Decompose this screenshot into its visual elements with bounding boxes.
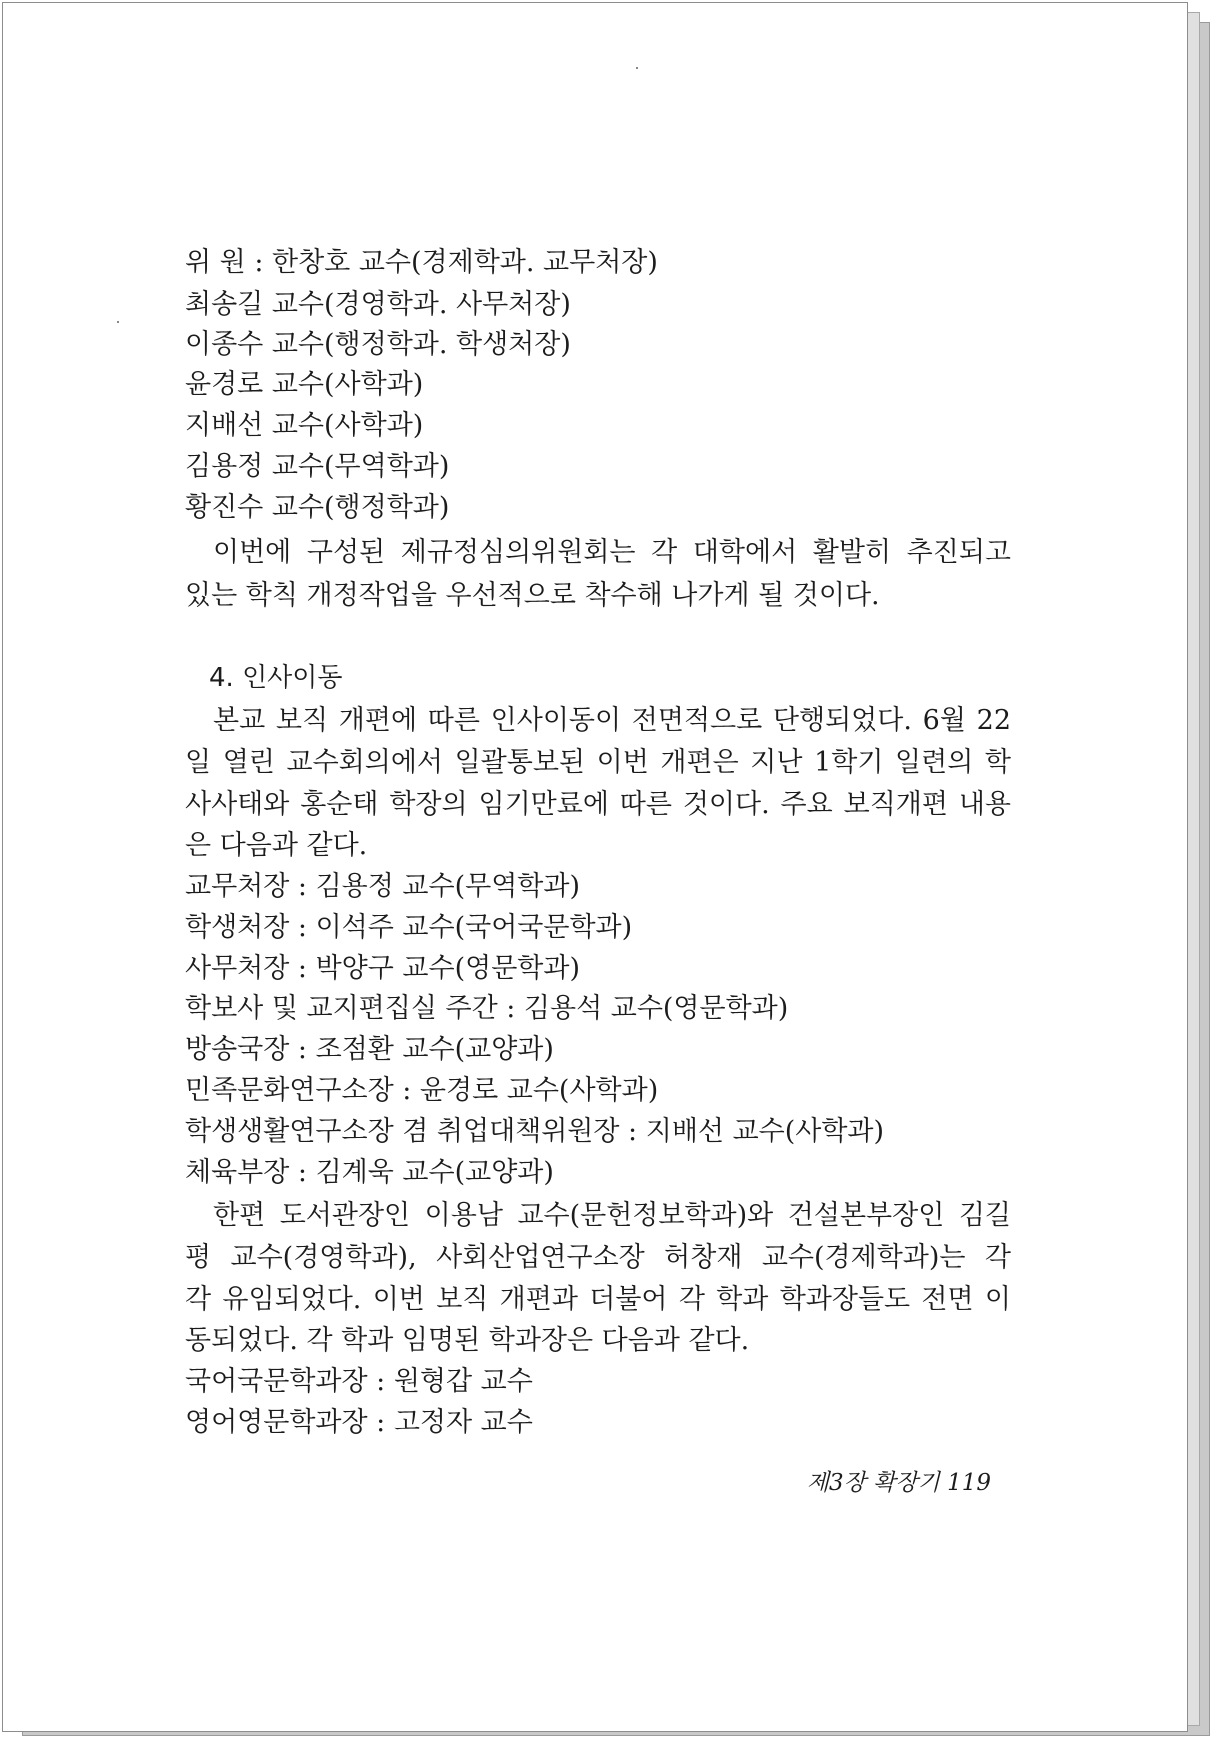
appointment-line: 방송국장 : 조점환 교수(교양과) [185,1034,554,1065]
committee-member-line: 이종수 교수(행정학과. 학생처장) [185,329,571,360]
intro-paragraph-line: 일 열린 교수회의에서 일괄통보된 이번 개편은 지난 1학기 일련의 학 [185,747,1011,778]
committee-member-line: 황진수 교수(행정학과) [185,492,450,523]
book-page [2,2,1188,1732]
page-footer-running-title: 제3장 확장기 119 [806,1470,991,1496]
appointment-line: 학보사 및 교지편집실 주간 : 김용석 교수(영문학과) [185,993,789,1024]
appointment-line: 민족문화연구소장 : 윤경로 교수(사학과) [185,1075,659,1106]
department-head-line: 영어영문학과장 : 고정자 교수 [185,1407,533,1438]
appointment-line: 학생처장 : 이석주 교수(국어국문학과) [185,912,633,943]
intro-paragraph-line: 은 다음과 같다. [185,830,368,861]
appointment-line: 체육부장 : 김계욱 교수(교양과) [185,1157,554,1188]
committee-paragraph-line: 있는 학칙 개정작업을 우선적으로 착수해 나가게 될 것이다. [185,580,880,611]
scan-speck [636,67,638,69]
appointment-line: 교무처장 : 김용정 교수(무역학과) [185,871,580,902]
scan-speck [117,321,119,323]
committee-member-line: 지배선 교수(사학과) [185,410,424,441]
followup-paragraph-line: 한편 도서관장인 이용남 교수(문헌정보학과)와 건설본부장인 김길 [213,1200,1011,1231]
department-head-line: 국어국문학과장 : 원형갑 교수 [185,1366,533,1397]
section-heading: 4. 인사이동 [209,663,343,693]
committee-member-line: 최송길 교수(경영학과. 사무처장) [185,289,571,320]
followup-paragraph-line: 평 교수(경영학과), 사회산업연구소장 허창재 교수(경제학과)는 각 [185,1242,1011,1273]
committee-paragraph-line: 이번에 구성된 제규정심의위원회는 각 대학에서 활발히 추진되고 [213,537,1011,568]
committee-member-line: 위 원 : 한창호 교수(경제학과. 교무처장) [185,247,658,278]
appointment-line: 학생생활연구소장 겸 취업대책위원장 : 지배선 교수(사학과) [185,1116,885,1147]
intro-paragraph-line: 사사태와 홍순태 학장의 임기만료에 따른 것이다. 주요 보직개편 내용 [185,789,1011,820]
followup-paragraph-line: 각 유임되었다. 이번 보직 개편과 더불어 각 학과 학과장들도 전면 이 [185,1284,1011,1315]
committee-member-line: 김용정 교수(무역학과) [185,451,450,482]
intro-paragraph-line: 본교 보직 개편에 따른 인사이동이 전면적으로 단행되었다. 6월 22 [213,705,1011,736]
committee-member-line: 윤경로 교수(사학과) [185,369,424,400]
followup-paragraph-line: 동되었다. 각 학과 임명된 학과장은 다음과 같다. [185,1325,750,1356]
appointment-line: 사무처장 : 박양구 교수(영문학과) [185,953,580,984]
